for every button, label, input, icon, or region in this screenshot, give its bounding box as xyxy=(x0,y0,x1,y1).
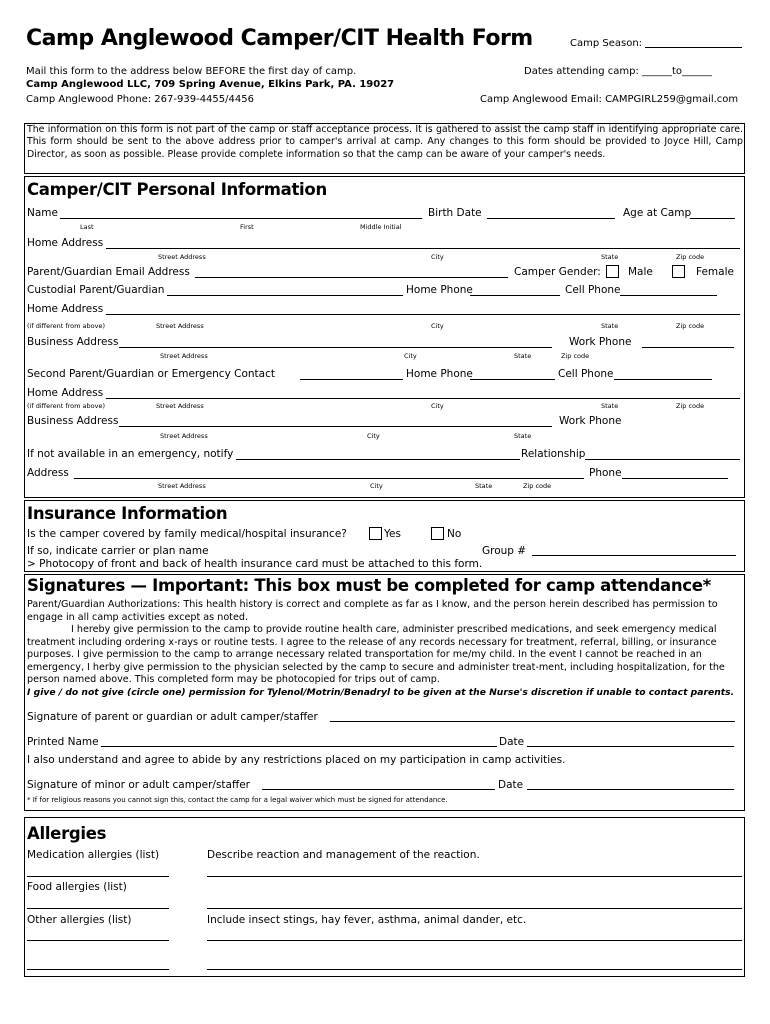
state-sublabel: State xyxy=(475,482,493,490)
age-at-camp-field[interactable] xyxy=(690,218,735,219)
name-label: Name xyxy=(27,207,58,219)
zip-sublabel: Zip code xyxy=(561,352,590,360)
insurance-yes-checkbox[interactable] xyxy=(369,527,382,540)
street-sublabel: Street Address xyxy=(158,253,206,261)
emergency-notify-field[interactable] xyxy=(236,459,520,460)
signatures-heading: Signatures — Important: This box must be completed for camp attendance* xyxy=(27,576,712,595)
state-sublabel: State xyxy=(601,253,619,261)
female-checkbox[interactable] xyxy=(672,265,685,278)
city-sublabel: City xyxy=(404,352,417,360)
street-sublabel: Street Address xyxy=(156,322,204,330)
date-label: Date xyxy=(499,736,525,748)
sig-parent-field[interactable] xyxy=(330,721,735,722)
insurance-no-checkbox[interactable] xyxy=(431,527,444,540)
printed-name-label: Printed Name xyxy=(27,736,99,748)
religious-footnote: * If for religious reasons you cannot sign this, contact the camp for a legal waiver which must be signed for attendance. xyxy=(27,796,448,804)
home-address-2-label: Home Address xyxy=(27,303,104,315)
camp-season-label: Camp Season: xyxy=(570,38,643,49)
zip-sublabel: Zip code xyxy=(676,322,705,330)
work-phone-2-label: Work Phone xyxy=(559,415,622,427)
reaction-field-2[interactable] xyxy=(207,908,742,909)
abide-text: I also understand and agree to abide by any restrictions placed on my participation in camp activities. xyxy=(27,754,566,766)
allergies-heading: Allergies xyxy=(27,824,107,843)
first-sublabel: First xyxy=(240,223,254,231)
insurance-heading: Insurance Information xyxy=(27,504,228,523)
custodial-parent-field[interactable] xyxy=(167,295,403,296)
second-home-phone-label: Home Phone xyxy=(406,368,473,380)
relationship-field[interactable] xyxy=(585,459,740,460)
emergency-address-field[interactable] xyxy=(74,478,584,479)
parent-email-field[interactable] xyxy=(195,277,508,278)
state-sublabel: State xyxy=(601,402,619,410)
custodial-parent-label: Custodial Parent/Guardian xyxy=(27,284,165,296)
home-address-field[interactable] xyxy=(106,248,740,249)
business-address-label: Business Address xyxy=(27,336,119,348)
city-sublabel: City xyxy=(367,432,380,440)
food-allergies-field[interactable] xyxy=(27,908,169,909)
camp-address: Camp Anglewood LLC, 709 Spring Avenue, Elkins Park, PA. 19027 xyxy=(26,79,395,90)
city-sublabel: City xyxy=(431,322,444,330)
street-sublabel: Street Address xyxy=(158,482,206,490)
sig-parent-label: Signature of parent or guardian or adult camper/staffer xyxy=(27,711,318,723)
zip-sublabel: Zip code xyxy=(676,402,705,410)
food-allergies-label: Food allergies (list) xyxy=(27,881,127,893)
insurance-no-label: No xyxy=(447,528,462,540)
home-address-label: Home Address xyxy=(27,237,104,249)
home-address-3-field[interactable] xyxy=(106,398,740,399)
middle-sublabel: Middle Initial xyxy=(360,223,402,231)
camp-email: Camp Anglewood Email: CAMPGIRL259@gmail.com xyxy=(480,94,739,105)
birth-date-label: Birth Date xyxy=(428,207,482,219)
second-cell-phone-label: Cell Phone xyxy=(558,368,614,380)
relationship-label: Relationship xyxy=(521,448,586,460)
other-allergies-field-2[interactable] xyxy=(27,969,169,970)
second-home-phone-field[interactable] xyxy=(470,379,555,380)
second-parent-label: Second Parent/Guardian or Emergency Contact xyxy=(27,368,275,380)
state-sublabel: State xyxy=(514,432,532,440)
male-label: Male xyxy=(628,266,653,278)
street-sublabel: Street Address xyxy=(156,402,204,410)
medication-allergies-label: Medication allergies (list) xyxy=(27,849,160,861)
city-sublabel: City xyxy=(370,482,383,490)
business-address-2-label: Business Address xyxy=(27,415,119,427)
describe-reaction-label: Describe reaction and management of the reaction. xyxy=(207,849,480,861)
street-sublabel: Street Address xyxy=(160,352,208,360)
street-sublabel: Street Address xyxy=(160,432,208,440)
other-allergies-label: Other allergies (list) xyxy=(27,914,132,926)
notice-text: The information on this form is not part of the camp or staff acceptance process. It is gathered to assist the camp staff in identifying appropriate care. This form should be sent to the above address prior to camper's arrival at camp. Any changes to this form should be provided to Joyce Hill, Camp Director, as soon as possible. Please provide complete information so that the camp can be aware of your camper's needs. xyxy=(27,124,743,160)
home-phone-label: Home Phone xyxy=(406,284,473,296)
date-2-label: Date xyxy=(498,779,524,791)
home-phone-field[interactable] xyxy=(470,295,560,296)
city-sublabel: City xyxy=(431,253,444,261)
include-note: Include insect stings, hay fever, asthma, animal dander, etc. xyxy=(207,914,527,926)
allergies-box xyxy=(24,817,745,977)
age-at-camp-label: Age at Camp xyxy=(623,207,692,219)
if-different-note: (if different from above) xyxy=(27,402,106,410)
zip-sublabel: Zip code xyxy=(676,253,705,261)
medication-permission-text: I give / do not give (circle one) permission for Tylenol/Motrin/Benadryl to be given at the Nurse's discretion if unable to contact parents. xyxy=(27,687,735,698)
last-sublabel: Last xyxy=(80,223,94,231)
reaction-field-1[interactable] xyxy=(207,876,742,877)
date-2-field[interactable] xyxy=(527,789,734,790)
zip-sublabel: Zip code xyxy=(523,482,552,490)
female-label: Female xyxy=(696,266,734,278)
birth-date-field[interactable] xyxy=(487,218,615,219)
reaction-field-4[interactable] xyxy=(207,969,742,970)
business-address-2-field[interactable] xyxy=(119,426,552,427)
group-field[interactable] xyxy=(532,555,736,556)
medication-allergies-field[interactable] xyxy=(27,876,169,877)
work-phone-field[interactable] xyxy=(642,347,734,348)
dates-attending[interactable]: Dates attending camp: ______to______ xyxy=(524,66,713,77)
sig-minor-field[interactable] xyxy=(262,789,495,790)
reaction-field-3[interactable] xyxy=(207,940,742,941)
date-field[interactable] xyxy=(527,746,734,747)
emergency-notify-label: If not available in an emergency, notify xyxy=(27,448,234,460)
emergency-phone-field[interactable] xyxy=(622,478,728,479)
city-sublabel: City xyxy=(431,402,444,410)
personal-info-heading: Camper/CIT Personal Information xyxy=(27,180,327,199)
insurance-question: Is the camper covered by family medical/hospital insurance? xyxy=(27,528,347,540)
camper-gender-label: Camper Gender: xyxy=(514,266,601,278)
other-allergies-field[interactable] xyxy=(27,940,169,941)
insurance-yes-label: Yes xyxy=(384,528,401,540)
printed-name-field[interactable] xyxy=(101,746,497,747)
second-cell-phone-field[interactable] xyxy=(614,379,712,380)
state-sublabel: State xyxy=(514,352,532,360)
name-field[interactable] xyxy=(60,218,422,219)
sig-minor-label: Signature of minor or adult camper/staffer xyxy=(27,779,250,791)
permission-text: I hereby give permission to the camp to provide routine health care, administer prescribed medications, and seek emergency medical treatment including ordering x-rays or routine tests. I agree to the release of any records necessary for treatment, referral, billing, or insurance purposes. I give permission to the camp to arrange necessary related transportation for me/my child. In the event I cannot be reached in an emergency, I herby give permission to the physician selected by the camp to secure and administer treat-ment, including hospitalization, for the person named above. This completed form may be photocopied for trips out of camp. xyxy=(27,624,725,686)
carrier-label: If so, indicate carrier or plan name xyxy=(27,545,209,557)
camp-phone: Camp Anglewood Phone: 267-939-4455/4456 xyxy=(26,94,254,105)
state-sublabel: State xyxy=(601,322,619,330)
second-parent-field[interactable] xyxy=(300,379,403,380)
camp-season-field[interactable] xyxy=(645,47,742,48)
group-label: Group # xyxy=(482,545,527,557)
home-address-2-field[interactable] xyxy=(106,314,740,315)
work-phone-label: Work Phone xyxy=(569,336,632,348)
cell-phone-label: Cell Phone xyxy=(565,284,621,296)
emergency-phone-label: Phone xyxy=(589,467,622,479)
photocopy-note: > Photocopy of front and back of health insurance card must be attached to this form. xyxy=(27,558,483,570)
business-address-field[interactable] xyxy=(119,347,552,348)
emergency-address-label: Address xyxy=(27,467,69,479)
form-title: Camp Anglewood Camper/CIT Health Form xyxy=(26,26,533,51)
cell-phone-field[interactable] xyxy=(620,295,717,296)
authorization-text: Parent/Guardian Authorizations: This health history is correct and complete as far as I know, and the person herein described has permission to engage in all camp activities except as noted. xyxy=(27,599,718,623)
male-checkbox[interactable] xyxy=(606,265,619,278)
if-different-note: (if different from above) xyxy=(27,322,106,330)
home-address-3-label: Home Address xyxy=(27,387,104,399)
mail-instruction: Mail this form to the address below BEFORE the first day of camp. xyxy=(26,66,357,77)
parent-email-label: Parent/Guardian Email Address xyxy=(27,266,190,278)
